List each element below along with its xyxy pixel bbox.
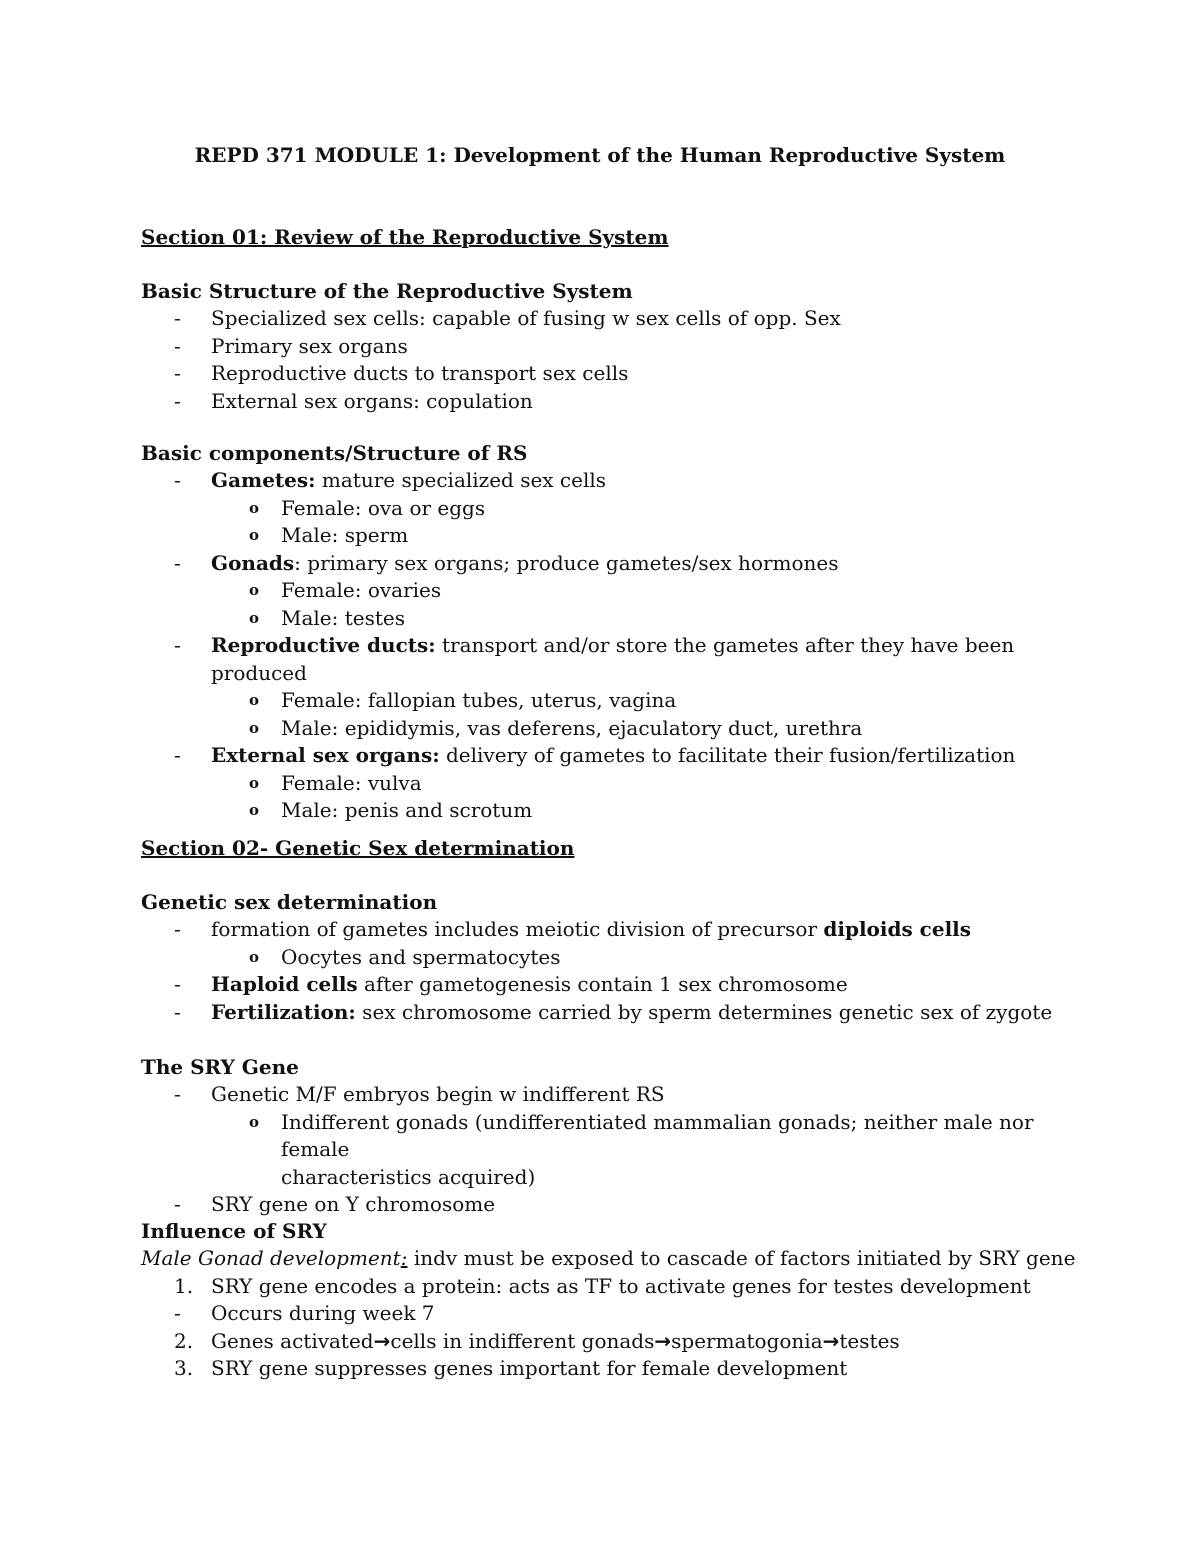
circle-bullet-icon: o	[249, 1112, 260, 1131]
dash-bullet: -	[174, 917, 181, 941]
sub-list-item: o Male: epididymis, vas deferens, ejaculatory duct, urethra	[141, 715, 1100, 743]
sub-list-item: o Oocytes and spermatocytes	[141, 944, 1100, 972]
dash-bullet: -	[174, 468, 181, 492]
list-item: - Specialized sex cells: capable of fusing w sex cells of opp. Sex	[141, 305, 1100, 333]
list-item: - SRY gene on Y chromosome	[141, 1191, 1100, 1219]
section-01	[141, 223, 1100, 251]
sub-list-item: o Female: fallopian tubes, uterus, vagina	[141, 687, 1100, 715]
list-item: - Haploid cells after gametogenesis contain 1 sex chromosome	[141, 971, 1100, 999]
dash-bullet: -	[174, 361, 181, 385]
list-item-external: - External sex organs: delivery of gametes to facilitate their fusion/fertilization	[141, 742, 1100, 770]
dash-bullet: -	[174, 388, 181, 413]
number-marker: 2.	[174, 1328, 194, 1353]
dash-bullet: -	[174, 550, 181, 575]
dash-bullet: -	[174, 743, 181, 767]
list-item: - formation of gametes includes meiotic division of precursor diploids cells	[141, 916, 1100, 944]
circle-bullet-icon: o	[249, 581, 260, 599]
influence-intro: Male Gonad development: indv must be exposed to cascade of factors initiated by SRY gene	[141, 1246, 1076, 1270]
section-02-heading: Section 02- Genetic Sex determination	[141, 836, 575, 860]
influence-block	[141, 1217, 1100, 1383]
sub-list-item: o Female: ovaries	[141, 577, 1100, 605]
section-01-heading: Section 01: Review of the Reproductive System	[141, 225, 669, 249]
circle-bullet-icon: o	[249, 801, 260, 819]
section-02	[141, 834, 1100, 862]
dash-bullet: -	[174, 333, 181, 358]
list-item: - Primary sex organs	[141, 333, 1100, 361]
sub-list-item: o Male: penis and scrotum	[141, 797, 1100, 825]
sry-gene-heading: The SRY Gene	[141, 1055, 299, 1079]
circle-bullet-icon: o	[249, 947, 260, 966]
sry-gene-block	[141, 1053, 1100, 1219]
dash-bullet: -	[174, 1301, 181, 1325]
basic-structure-block	[141, 277, 1100, 415]
list-item: - External sex organs: copulation	[141, 388, 1100, 416]
sub-list-item: o Indifferent gonads (undifferentiated mammalian gonads; neither male nor female	[249, 1109, 1034, 1161]
dash-bullet: -	[174, 633, 181, 657]
numbered-item: 2. Genes activated→cells in indifferent gonads→spermatogonia→testes	[141, 1328, 1100, 1356]
dash-bullet: -	[174, 1082, 181, 1106]
dash-bullet: -	[174, 972, 181, 996]
right-arrow-icon: →	[373, 1328, 391, 1353]
list-item: - Genetic M/F embryos begin w indifferent RS	[141, 1081, 1100, 1109]
document-title: REPD 371 MODULE 1: Development of the Human Reproductive System	[194, 143, 1006, 167]
number-marker: 1.	[174, 1273, 194, 1298]
basic-structure-heading: Basic Structure of the Reproductive System	[141, 279, 633, 303]
circle-bullet-icon: o	[249, 691, 260, 709]
number-marker: 3.	[174, 1356, 194, 1380]
components-block	[141, 439, 1100, 825]
numbered-item: 3. SRY gene suppresses genes important for female development	[141, 1355, 1100, 1383]
sub-list-item: o Female: ova or eggs	[141, 495, 1100, 523]
sub-list-item: o Male: sperm	[141, 522, 1100, 550]
sub-list-item: o Female: vulva	[141, 770, 1100, 798]
genetic-block	[141, 888, 1100, 1026]
dash-bullet: -	[174, 999, 181, 1024]
circle-bullet-icon: o	[249, 718, 260, 737]
list-item: - Fertilization: sex chromosome carried by sperm determines genetic sex of zygote	[141, 999, 1100, 1027]
influence-heading: Influence of SRY	[141, 1219, 327, 1243]
components-heading: Basic components/Structure of RS	[141, 441, 528, 465]
genetic-heading: Genetic sex determination	[141, 890, 438, 914]
circle-bullet-icon: o	[249, 773, 260, 792]
list-item: - Occurs during week 7	[141, 1300, 1100, 1328]
right-arrow-icon: →	[822, 1328, 840, 1353]
list-item-gonads: - Gonads: primary sex organs; produce gametes/sex hormones	[141, 550, 1100, 578]
circle-bullet-icon: o	[249, 498, 260, 517]
sub-list-item-continuation: characteristics acquired)	[281, 1164, 536, 1189]
numbered-item: 1. SRY gene encodes a protein: acts as TF to activate genes for testes development	[141, 1273, 1100, 1301]
dash-bullet: -	[174, 306, 181, 330]
circle-bullet-icon: o	[249, 608, 260, 627]
list-item-ducts: - Reproductive ducts: transport and/or store the gametes after they have been produced	[174, 633, 1015, 685]
dash-bullet: -	[174, 1192, 181, 1216]
right-arrow-icon: →	[654, 1328, 672, 1353]
circle-bullet-icon: o	[249, 526, 260, 544]
sub-list-item: o Male: testes	[141, 605, 1100, 633]
list-item: - Reproductive ducts to transport sex cells	[141, 360, 1100, 388]
list-item-gametes: - Gametes: mature specialized sex cells	[141, 467, 1100, 495]
